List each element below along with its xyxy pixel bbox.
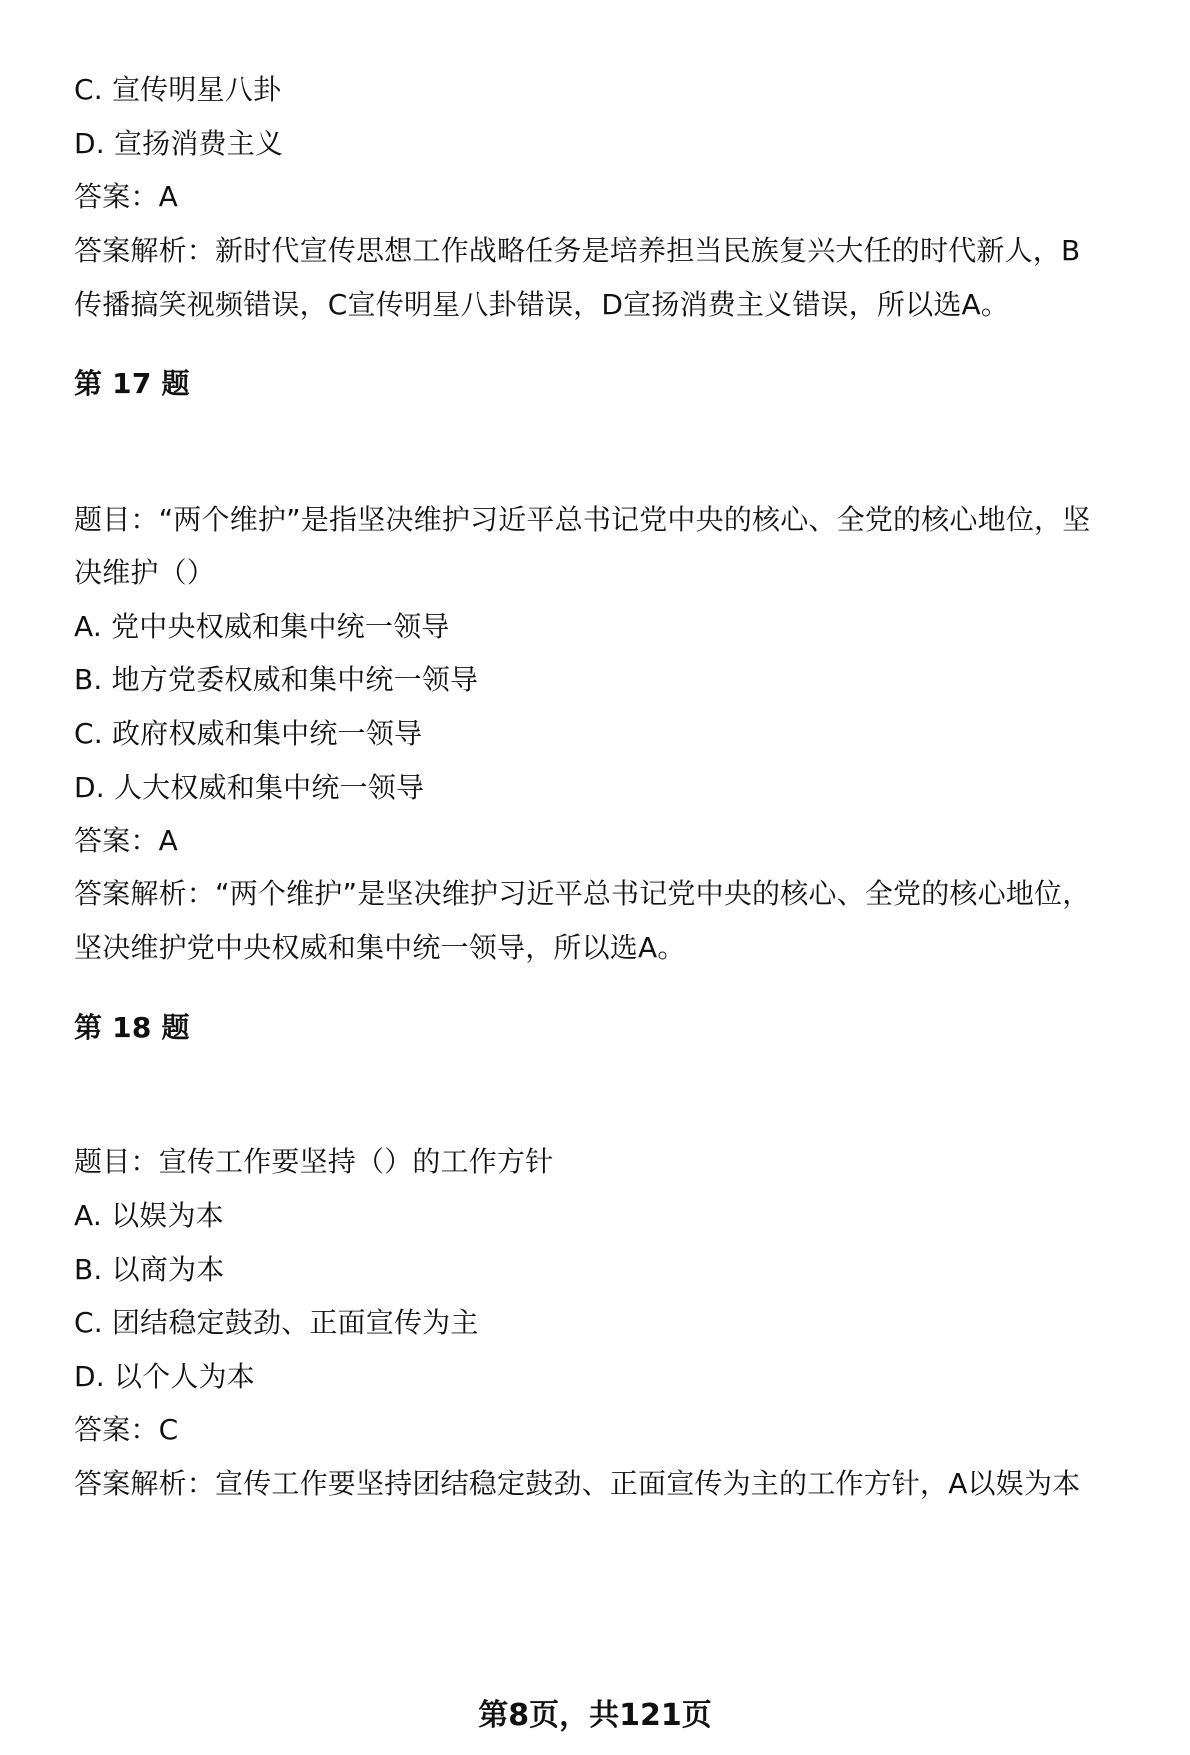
q17-option-c: C. 政府权威和集中统一领导: [74, 717, 423, 750]
q18-question-line1: 题目：宣传工作要坚持（）的工作方针: [74, 1145, 554, 1178]
q17-option-d: D. 人大权威和集中统一领导: [74, 771, 425, 804]
q17-question-line1: 题目：“两个维护”是指坚决维护习近平总书记党中央的核心、全党的核心地位，坚: [74, 503, 1091, 536]
q16-explanation-line2: 传播搞笑视频错误，C宣传明星八卦错误，D宣扬消费主义错误，所以选A。: [74, 288, 1010, 321]
page-number-footer: 第8页，共121页: [478, 1698, 712, 1733]
q18-explanation-line1: 答案解析：宣传工作要坚持团结稳定鼓劲、正面宣传为主的工作方针，A以娱为本: [74, 1467, 1081, 1500]
q16-option-d: D. 宣扬消费主义: [74, 127, 284, 160]
q17-option-a: A. 党中央权威和集中统一领导: [74, 610, 450, 643]
q18-option-d: D. 以个人为本: [74, 1360, 255, 1393]
q17-question-line2: 决维护（）: [74, 556, 216, 589]
q17-answer: 答案：A: [74, 824, 178, 857]
q18-option-c: C. 团结稳定鼓劲、正面宣传为主: [74, 1306, 479, 1339]
q16-option-c: C. 宣传明星八卦: [74, 73, 282, 106]
q17-explanation-line1: 答案解析：“两个维护”是坚决维护习近平总书记党中央的核心、全党的核心地位，: [74, 877, 1091, 910]
q18-answer: 答案：C: [74, 1413, 179, 1446]
q16-answer: 答案：A: [74, 180, 178, 213]
q17-option-b: B. 地方党委权威和集中统一领导: [74, 663, 479, 696]
q17-explanation-line2: 坚决维护党中央权威和集中统一领导，所以选A。: [74, 931, 686, 964]
q18-heading: 第 18 题: [74, 1011, 190, 1044]
q18-option-a: A. 以娱为本: [74, 1199, 224, 1232]
q16-explanation-line1: 答案解析：新时代宣传思想工作战略任务是培养担当民族复兴大任的时代新人，B: [74, 234, 1081, 267]
q17-heading: 第 17 题: [74, 367, 190, 400]
q18-option-b: B. 以商为本: [74, 1253, 225, 1286]
